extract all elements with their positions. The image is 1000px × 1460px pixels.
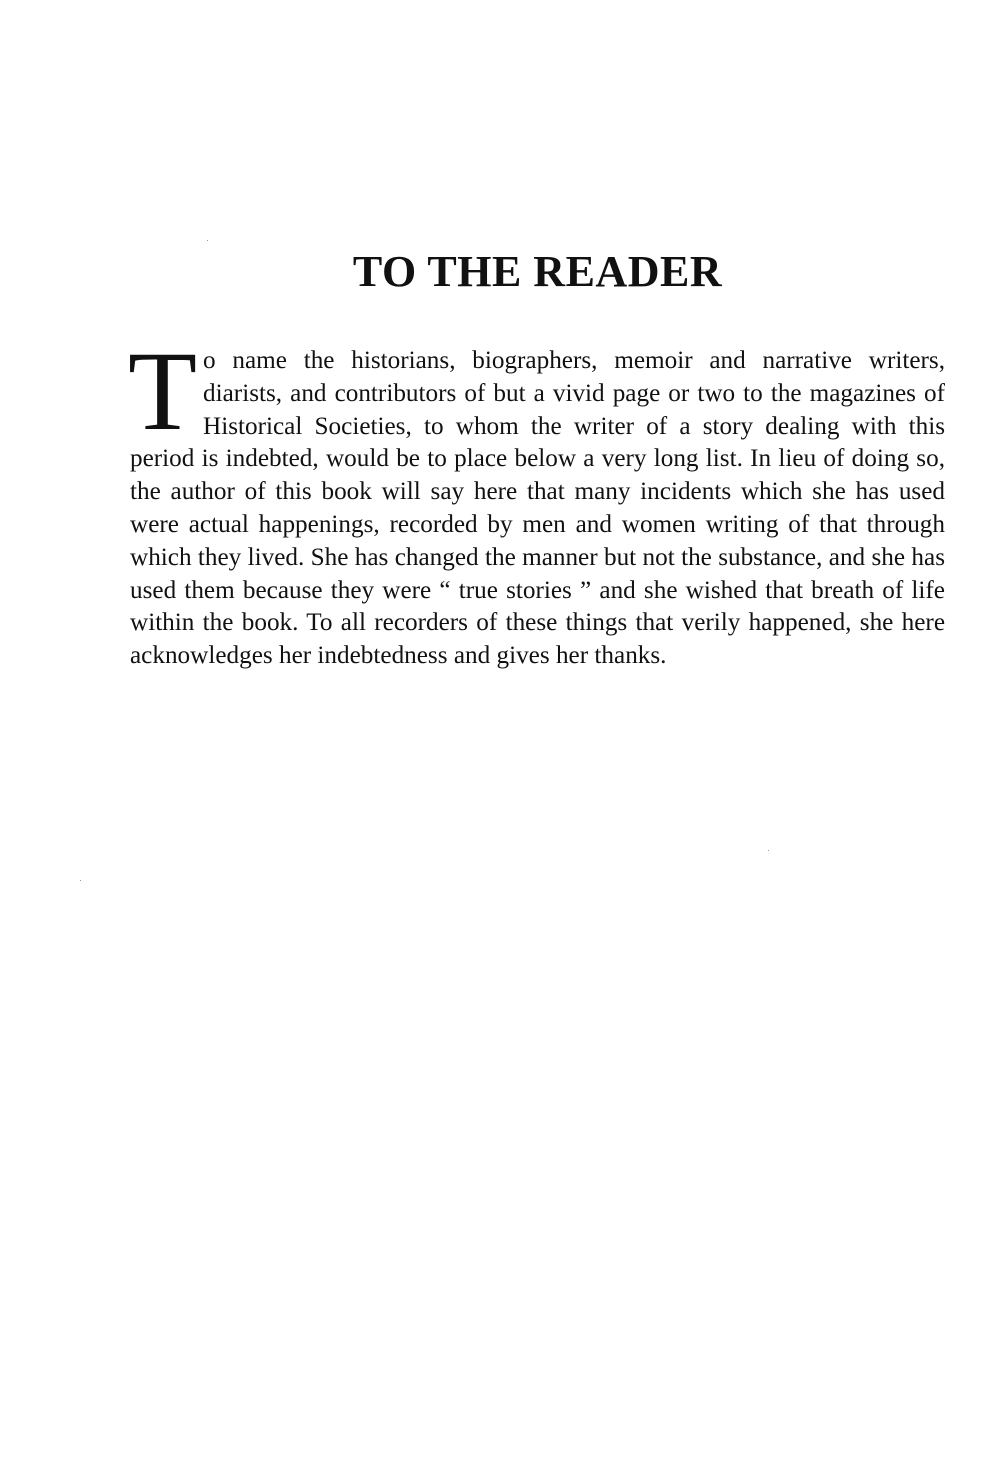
drop-cap-letter: T: [128, 329, 198, 454]
page-title: TO THE READER: [352, 247, 723, 296]
scan-speck: [207, 240, 208, 241]
preface-paragraph: [128, 329, 945, 673]
paragraph-text: o name the historians, biographers, memoir and narrative writers, diarists, and contributors of but a vivid page or two to the magazines of Historical Societies, to whom the writer of a story dealing with this period is indebted, would be to place below a very long list. In lieu of doing so, the author of this book will say here that many incidents which she has used were actual happenings, recorded by men and women writing of that through which they lived. She has changed the manner but not the substance, and she has used them because they were “ true stories ” and she wished that breath of life within the book. To all recorders of these things that verily happened, she here acknowledges her indebtedness and gives her thanks.: [130, 347, 945, 670]
scan-speck: [768, 850, 769, 851]
scan-speck: [80, 880, 81, 881]
